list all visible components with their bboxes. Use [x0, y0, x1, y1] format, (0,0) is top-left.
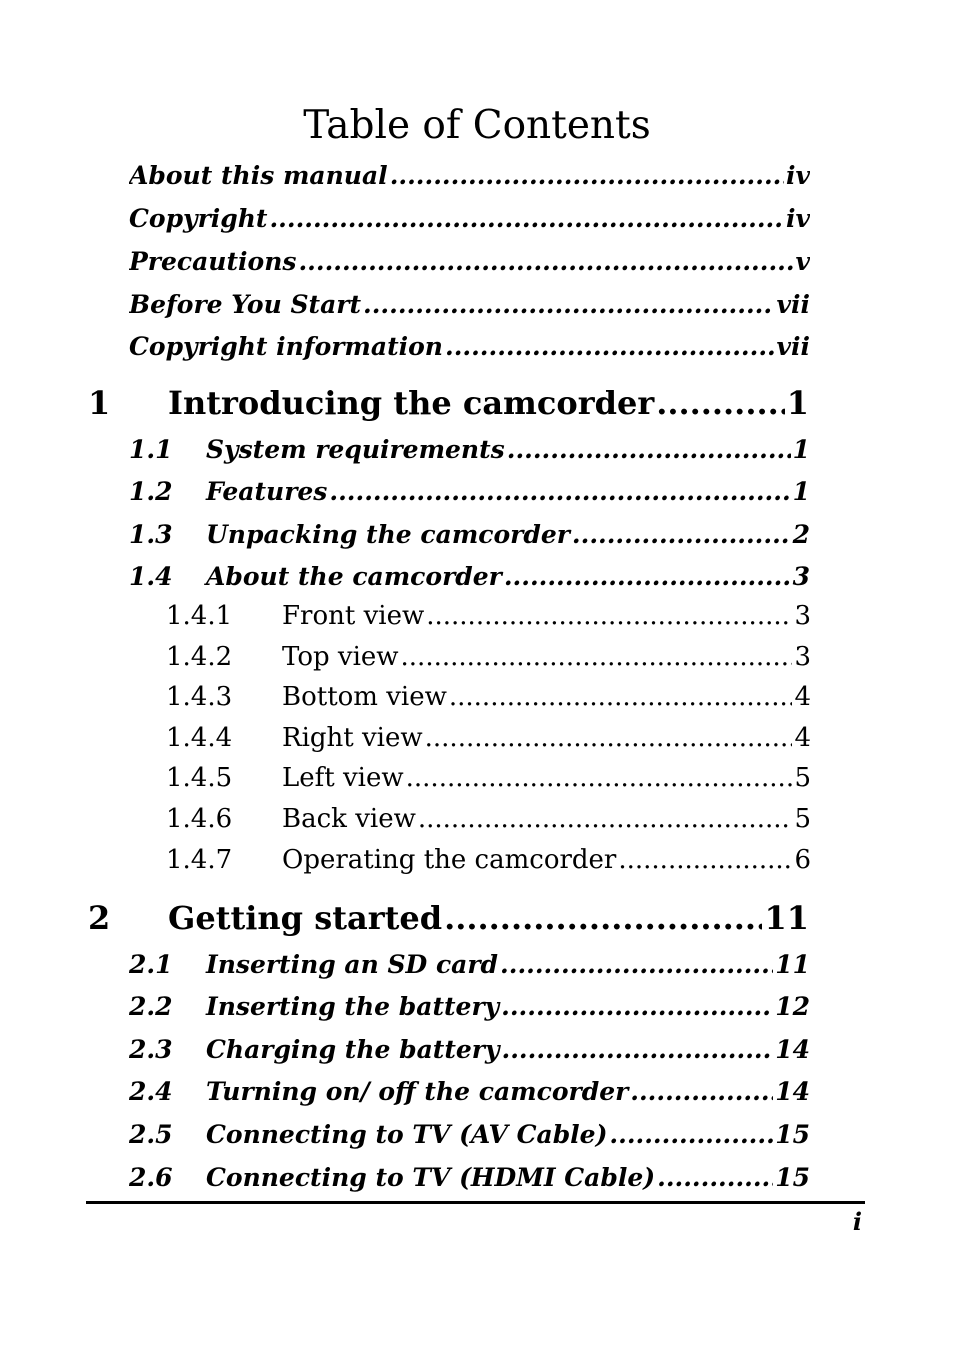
toc-page-number: 11 — [764, 899, 809, 937]
toc-leader — [401, 639, 793, 675]
toc-entry-text: About this manual — [129, 161, 388, 190]
toc-page-number: 6 — [794, 845, 811, 875]
toc-subsection-number: 1.4.6 — [166, 804, 233, 834]
toc-subsection-number: 1.4.7 — [166, 845, 233, 875]
toc-section-1-1[interactable] — [129, 433, 810, 467]
page-folio: i — [852, 1207, 862, 1236]
toc-section-number: 2.6 — [129, 1163, 173, 1192]
toc-page-number: 1 — [792, 435, 810, 464]
toc-entry-text: Getting started — [168, 899, 443, 937]
toc-entry-text: Connecting to TV (AV Cable) — [206, 1120, 608, 1149]
toc-page-number: 1 — [792, 477, 810, 506]
toc-section-1-2[interactable] — [129, 475, 810, 509]
toc-section-number: 1.3 — [129, 520, 173, 549]
toc-entry-before-you-start[interactable] — [129, 288, 810, 322]
toc-page-number: v — [795, 247, 810, 276]
toc-leader — [363, 288, 774, 322]
toc-entry-text: Inserting the battery — [206, 992, 500, 1021]
toc-entry-text: Features — [206, 477, 328, 506]
toc-entry-text: Top view — [282, 642, 399, 672]
toc-section-2-6[interactable] — [129, 1161, 810, 1195]
toc-section-number: 1.4 — [129, 562, 173, 591]
toc-leader — [426, 598, 792, 634]
toc-leader — [449, 679, 793, 715]
toc-entry-text: Unpacking the camcorder — [206, 520, 570, 549]
toc-section-2-3[interactable] — [129, 1033, 810, 1067]
toc-entry-text: Turning on/ off the camcorder — [206, 1077, 629, 1106]
toc-section-1-3[interactable] — [129, 518, 810, 552]
toc-subsection-1-4-6[interactable] — [166, 801, 811, 837]
toc-leader — [504, 560, 791, 594]
toc-section-2-2[interactable] — [129, 990, 810, 1024]
toc-chapter-number: 2 — [88, 899, 111, 937]
toc-page-number: vii — [776, 332, 810, 361]
toc-leader — [502, 1033, 774, 1067]
toc-section-number: 2.2 — [129, 992, 173, 1021]
toc-page-number: 3 — [794, 601, 811, 631]
toc-section-number: 2.5 — [129, 1120, 173, 1149]
toc-entry-text: Precautions — [129, 247, 297, 276]
toc-entry-text: Operating the camcorder — [282, 845, 617, 875]
toc-subsection-number: 1.4.1 — [166, 601, 233, 631]
toc-entry-copyright[interactable] — [129, 202, 810, 236]
toc-leader — [501, 990, 773, 1024]
toc-entry-text: Before You Start — [129, 290, 361, 319]
toc-section-number: 2.3 — [129, 1035, 173, 1064]
toc-section-number: 2.4 — [129, 1077, 173, 1106]
toc-leader — [657, 1161, 773, 1195]
toc-leader — [572, 518, 791, 552]
toc-page-number: 3 — [794, 642, 811, 672]
toc-entry-about-this-manual[interactable] — [129, 159, 810, 193]
toc-entry-text: Inserting an SD card — [206, 950, 499, 979]
toc-subsection-1-4-3[interactable] — [166, 679, 811, 715]
toc-leader — [425, 720, 793, 756]
page-title: Table of Contents — [303, 103, 651, 148]
toc-subsection-1-4-5[interactable] — [166, 760, 811, 796]
toc-section-1-4[interactable] — [129, 560, 810, 594]
toc-entry-text: Charging the battery — [206, 1035, 500, 1064]
toc-section-2-5[interactable] — [129, 1118, 810, 1152]
toc-entry-text: About the camcorder — [206, 562, 502, 591]
toc-page-number: 12 — [775, 992, 810, 1021]
toc-section-number: 2.1 — [129, 950, 173, 979]
toc-leader — [609, 1118, 773, 1152]
toc-page-number: 4 — [794, 682, 811, 712]
toc-page-number: iv — [785, 204, 810, 233]
toc-leader — [444, 897, 762, 939]
toc-page-number: 4 — [794, 723, 811, 753]
toc-page-number: 2 — [792, 520, 810, 549]
toc-entry-copyright-information[interactable] — [129, 330, 810, 364]
toc-page-number: 14 — [775, 1035, 810, 1064]
toc-leader — [500, 948, 773, 982]
toc-chapter-number: 1 — [88, 384, 111, 422]
toc-leader — [445, 330, 774, 364]
toc-section-2-1[interactable] — [129, 948, 810, 982]
toc-leader — [406, 760, 793, 796]
toc-leader — [269, 202, 784, 236]
toc-subsection-1-4-7[interactable] — [166, 842, 811, 878]
toc-subsection-number: 1.4.2 — [166, 642, 233, 672]
toc-entry-text: Copyright information — [129, 332, 443, 361]
toc-page-number: 15 — [775, 1163, 810, 1192]
toc-subsection-number: 1.4.5 — [166, 763, 233, 793]
toc-leader — [329, 475, 790, 509]
toc-entry-text: Right view — [282, 723, 423, 753]
toc-subsection-number: 1.4.4 — [166, 723, 233, 753]
toc-leader — [390, 159, 784, 193]
toc-subsection-number: 1.4.3 — [166, 682, 233, 712]
toc-entry-text: Copyright — [129, 204, 268, 233]
toc-section-number: 1.2 — [129, 477, 173, 506]
toc-entry-text: Left view — [282, 763, 404, 793]
toc-subsection-1-4-4[interactable] — [166, 720, 811, 756]
toc-page-number: 11 — [775, 950, 810, 979]
toc-leader — [418, 801, 793, 837]
toc-leader — [618, 842, 792, 878]
toc-page-number: 5 — [794, 804, 811, 834]
footer-rule — [86, 1201, 865, 1204]
toc-subsection-1-4-1[interactable] — [166, 598, 811, 634]
toc-page-number: 1 — [786, 384, 809, 422]
toc-entry-precautions[interactable] — [129, 245, 810, 279]
toc-section-number: 1.1 — [129, 435, 173, 464]
toc-entry-text: Back view — [282, 804, 416, 834]
toc-entry-text: Bottom view — [282, 682, 447, 712]
toc-entry-text: Connecting to TV (HDMI Cable) — [206, 1163, 656, 1192]
toc-entry-text: Introducing the camcorder — [168, 384, 655, 422]
toc-chapter-2[interactable] — [88, 897, 809, 939]
toc-chapter-1[interactable] — [88, 382, 809, 424]
toc-entry-text: System requirements — [206, 435, 505, 464]
toc-page-number: vii — [776, 290, 810, 319]
toc-entry-text: Front view — [282, 601, 425, 631]
toc-section-2-4[interactable] — [129, 1075, 810, 1109]
toc-subsection-1-4-2[interactable] — [166, 639, 811, 675]
toc-page-number: 3 — [792, 562, 810, 591]
toc-leader — [298, 245, 793, 279]
toc-leader — [507, 433, 791, 467]
toc-page-number: iv — [785, 161, 810, 190]
toc-page-number: 15 — [775, 1120, 810, 1149]
toc-leader — [656, 382, 785, 424]
toc-page-number: 5 — [794, 763, 811, 793]
toc-page-number: 14 — [775, 1077, 810, 1106]
toc-leader — [630, 1075, 773, 1109]
